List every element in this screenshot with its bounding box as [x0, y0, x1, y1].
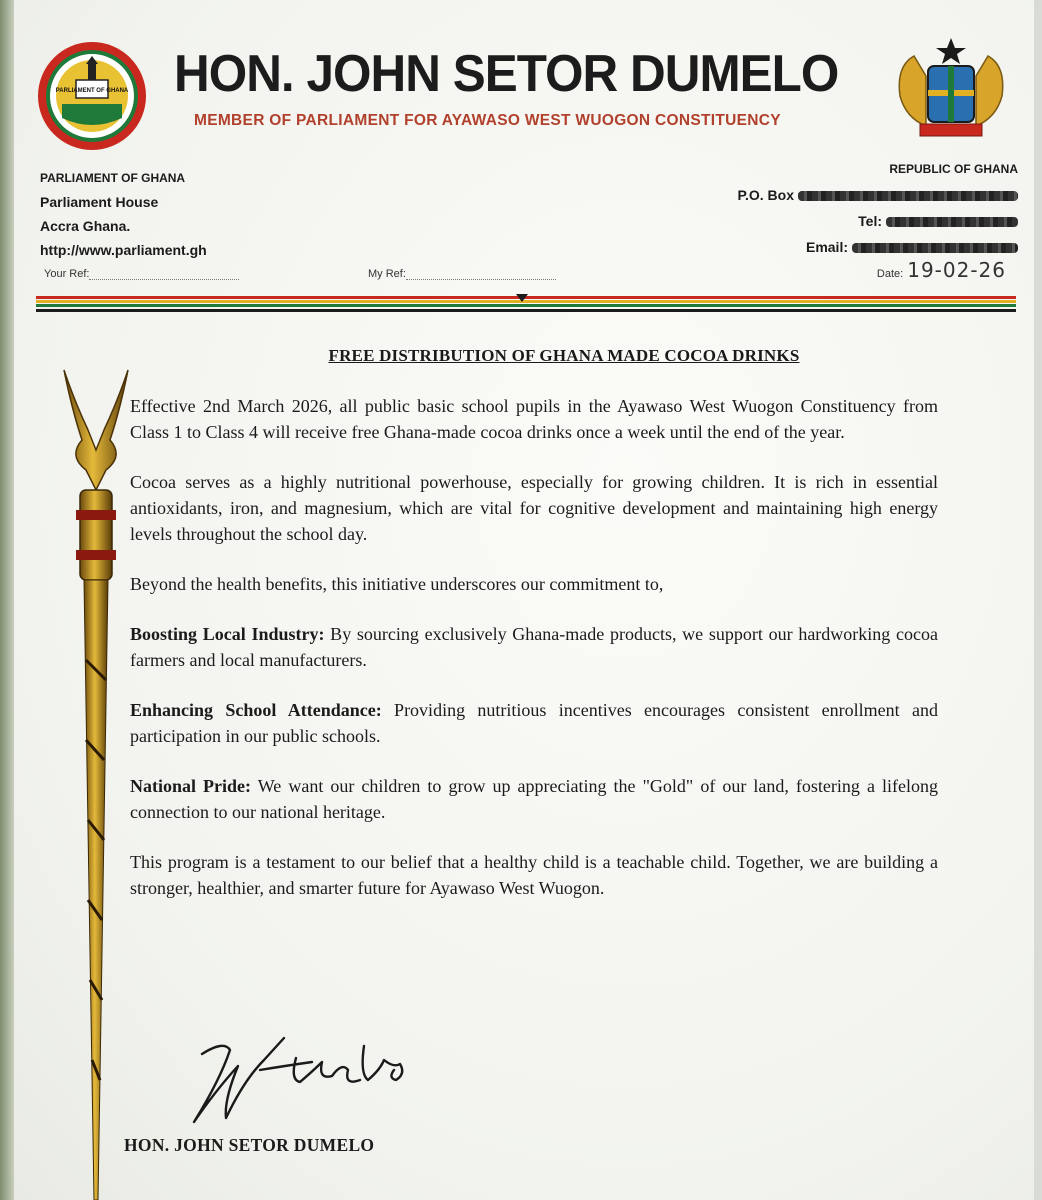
parliament-mace-icon	[54, 360, 138, 1200]
mp-name-heading: HON. JOHN SETOR DUMELO	[174, 45, 839, 103]
tel-label: Tel:	[858, 213, 882, 229]
signatory-name: HON. JOHN SETOR DUMELO	[124, 1135, 375, 1155]
point-national-pride	[130, 773, 938, 825]
parliament-seal-icon	[36, 40, 148, 152]
letter-page	[14, 0, 1034, 1200]
mp-subtitle: MEMBER OF PARLIAMENT FOR AYAWASO WEST WUOGON CONSTITUENCY	[194, 112, 781, 129]
point-school-attendance	[130, 697, 938, 749]
po-box-line	[658, 182, 1018, 208]
letter-title: FREE DISTRIBUTION OF GHANA MADE COCOA DRINKS	[328, 346, 800, 365]
sender-address	[40, 166, 207, 262]
address-line-website: http://www.parliament.gh	[40, 242, 207, 258]
address-line-institution: PARLIAMENT OF GHANA	[40, 171, 186, 185]
ghana-coat-of-arms-icon	[886, 36, 1016, 140]
page-edge	[0, 0, 14, 1200]
paragraph-announcement: Effective 2nd March 2026, all public basic school pupils in the Ayawaso West Wuogon Constituency from Class 1 to Class 4 will receive free Ghana-made cocoa drinks once a week until the end of the year.	[130, 396, 938, 442]
point-text: By sourcing exclusively Ghana-made products, we support our hardworking cocoa farmers and local manufacturers.	[130, 624, 938, 670]
redacted-tel	[886, 217, 1018, 227]
country-label: REPUBLIC OF GHANA	[889, 162, 1018, 176]
national-colors-rule	[36, 294, 1016, 316]
svg-text:PARLIAMENT OF GHANA: PARLIAMENT OF GHANA	[55, 88, 129, 94]
address-line-city: Accra Ghana.	[40, 218, 131, 234]
date-value: 19-02-26	[907, 258, 1006, 282]
date-field	[877, 258, 1006, 282]
paragraph-closing: This program is a testament to our belief that a healthy child is a teachable child. Together, we are building a stronger, healthier, and smarter future for Ayawaso West Wuogon.	[130, 852, 938, 898]
point-heading: National Pride:	[130, 776, 252, 796]
email-line	[658, 234, 1018, 260]
date-label: Date:	[876, 268, 904, 280]
contact-block	[658, 156, 1018, 260]
my-ref-field	[368, 268, 556, 280]
po-box-label: P.O. Box	[737, 187, 794, 203]
your-ref-field	[44, 268, 239, 280]
email-label: Email:	[805, 239, 848, 255]
point-text: Providing nutritious incentives encourages consistent enrollment and participation in our public schools.	[130, 700, 938, 746]
point-heading: Enhancing School Attendance:	[130, 700, 382, 720]
paragraph-commitment-intro: Beyond the health benefits, this initiative underscores our commitment to,	[130, 574, 664, 594]
redacted-po-box	[798, 191, 1018, 201]
point-local-industry	[130, 621, 938, 673]
letter-body	[130, 393, 938, 925]
paragraph-nutrition: Cocoa serves as a highly nutritional powerhouse, especially for growing children. It is rich in essential antioxidants, iron, and magnesium, which are vital for cognitive development and maintaining high energy levels throughout the school day.	[130, 472, 938, 544]
handwritten-signature	[164, 1010, 424, 1130]
my-ref-label: My Ref:	[368, 268, 406, 280]
tel-line	[658, 208, 1018, 234]
redacted-email	[852, 243, 1018, 253]
address-line-building: Parliament House	[40, 194, 159, 210]
point-heading: Boosting Local Industry:	[130, 624, 325, 644]
your-ref-label: Your Ref:	[44, 268, 90, 280]
point-text: We want our children to grow up appreciating the "Gold" of our land, fostering a lifelong connection to our national heritage.	[130, 776, 938, 822]
